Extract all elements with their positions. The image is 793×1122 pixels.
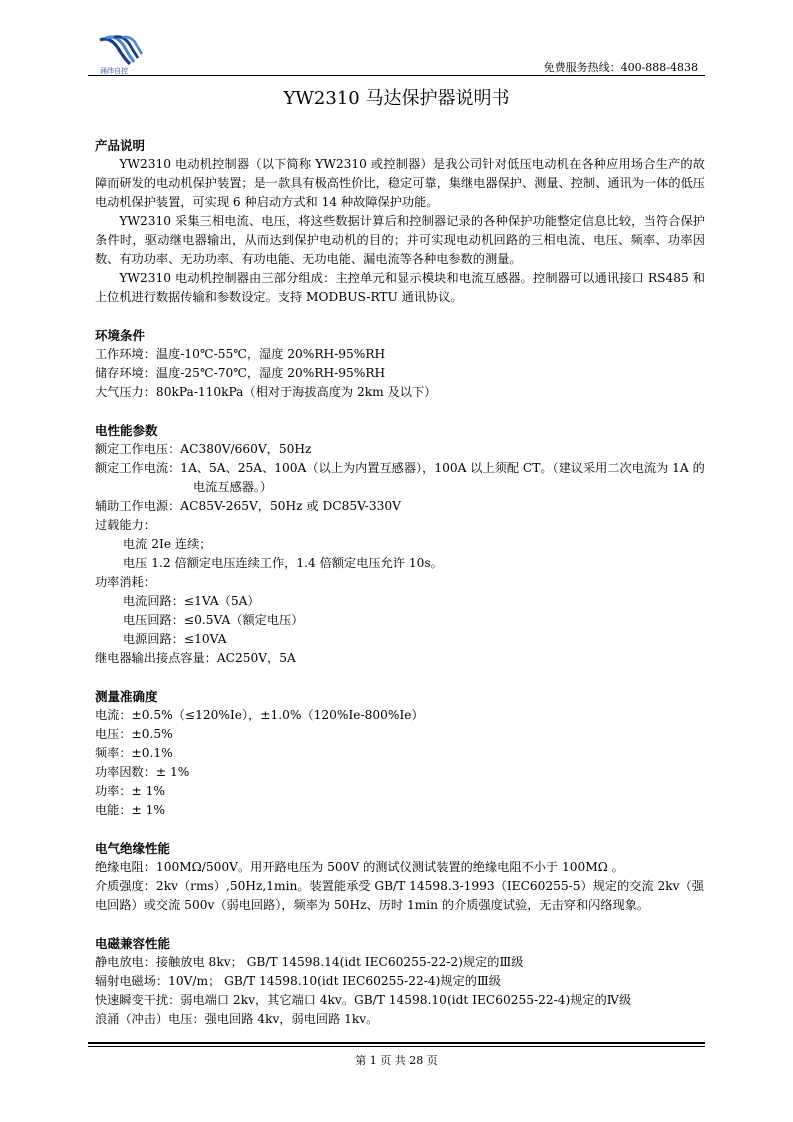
aux-power: 辅助工作电源：AC85V-265V，50Hz 或 DC85V-330V	[95, 499, 401, 513]
section-heading-emc: 电磁兼容性能	[95, 936, 171, 951]
power-item: 电源回路：≤10VA	[123, 632, 227, 646]
overload-item: 电流 2Ie 连续；	[123, 537, 212, 551]
header-divider	[88, 75, 705, 76]
accuracy-line: 功率因数：± 1%	[95, 765, 190, 779]
dielectric-strength: 介质强度：2kv（rms）,50Hz,1min。装置能承受 GB/T 14598.3-1993（IEC60255-5）规定的交流 2kv（强电回路）或交流 500v（弱电回路），频率为 50Hz、历时 1min 的介质强度试验，无击穿和闪络现象。	[95, 879, 704, 912]
document-body	[95, 136, 705, 1029]
rated-voltage: 额定工作电压：AC380V/660V，50Hz	[95, 442, 312, 456]
product-paragraph-3: YW2310 电动机控制器由三部分组成：主控单元和显示模块和电流互感器。控制器可以通讯接口 RS485 和上位机进行数据传输和参数设定。支持 MODBUS-RTU 通讯协议。	[95, 271, 705, 304]
accuracy-line: 电流：±0.5%（≤120%Ie），±1.0%（120%Ie-800%Ie）	[95, 708, 424, 722]
accuracy-line: 电压：±0.5%	[95, 727, 173, 741]
overload-item: 电压 1.2 倍额定电压连续工作，1.4 倍额定电压允许 10s。	[123, 556, 443, 570]
emc-line: 静电放电：接触放电 8kv； GB/T 14598.14(idt IEC60255-22-2)规定的Ⅲ级	[95, 955, 524, 969]
page-number: 第 1 页 共 28 页	[355, 1054, 438, 1067]
power-item: 电压回路：≤0.5VA（额定电压）	[123, 613, 304, 627]
accuracy-line: 电能：± 1%	[95, 803, 165, 817]
environment-line: 大气压力：80kPa-110kPa（相对于海拔高度为 2km 及以下）	[95, 385, 437, 399]
overload-label: 过载能力：	[95, 518, 156, 532]
section-heading-electrical: 电性能参数	[95, 423, 158, 438]
rated-current: 额定工作电流：1A、5A、25A、100A（以上为内置互感器），100A 以上须配 CT。（建议采用二次电流为 1A 的电流互感器。）	[95, 461, 705, 494]
environment-line: 储存环境：温度-25℃-70℃，湿度 20%RH-95%RH	[95, 366, 386, 380]
footer-divider	[88, 1042, 705, 1044]
footer-divider-thin	[88, 1046, 705, 1047]
power-item: 电流回路：≤1VA（5A）	[123, 594, 260, 608]
emc-line: 浪涌（冲击）电压：强电回路 4kv，弱电回路 1kv。	[95, 1012, 379, 1026]
accuracy-line: 功率：± 1%	[95, 784, 165, 798]
section-heading-product: 产品说明	[95, 138, 146, 153]
hotline: 免费服务热线：400-888-4838	[543, 61, 698, 74]
emc-line: 辐射电磁场：10V/m； GB/T 14598.10(idt IEC60255-22-4)规定的Ⅲ级	[95, 974, 501, 988]
section-heading-insulation: 电气绝缘性能	[95, 841, 171, 856]
insulation-resistance: 绝缘电阻：100MΩ/500V。用开路电压为 500V 的测试仪测试装置的绝缘电阻不小于 100MΩ 。	[95, 860, 624, 874]
power-label: 功率消耗：	[95, 575, 156, 589]
page-title: YW2310 马达保护器说明书	[283, 88, 510, 109]
section-heading-environment: 环境条件	[95, 328, 146, 343]
wave-logo-icon	[96, 34, 146, 68]
environment-line: 工作环境：温度-10℃-55℃，湿度 20%RH-95%RH	[95, 347, 386, 361]
product-paragraph-2: YW2310 采集三相电流、电压，将这些数据计算后和控制器记录的各种保护功能整定信息比较，当符合保护条件时，驱动继电器输出，从而达到保护电动机的目的；并可实现电动机回路的三相电流、电压、频率、功率因数、有功功率、无功功率、有功电能、无功电能、漏电流等各种电参数的测量。	[95, 214, 705, 266]
section-heading-accuracy: 测量准确度	[95, 689, 158, 704]
product-paragraph-1: YW2310 电动机控制器（以下简称 YW2310 或控制器）是我公司针对低压电动机在各种应用场合生产的故障而研发的电动机保护装置；是一款具有极高性价比，稳定可靠，集继电器保护、测量、控制、通讯为一体的低压电动机保护装置，可实现 6 种启动方式和 14 种故障保护功能。	[95, 157, 705, 209]
relay-capacity: 继电器输出接点容量：AC250V，5A	[95, 651, 296, 665]
emc-line: 快速瞬变干扰：弱电端口 2kv，其它端口 4kv。GB/T 14598.10(idt IEC60255-22-4)规定的Ⅳ级	[95, 993, 632, 1007]
accuracy-line: 频率：±0.1%	[95, 746, 173, 760]
logo-text: 涌纬自控	[100, 67, 128, 75]
